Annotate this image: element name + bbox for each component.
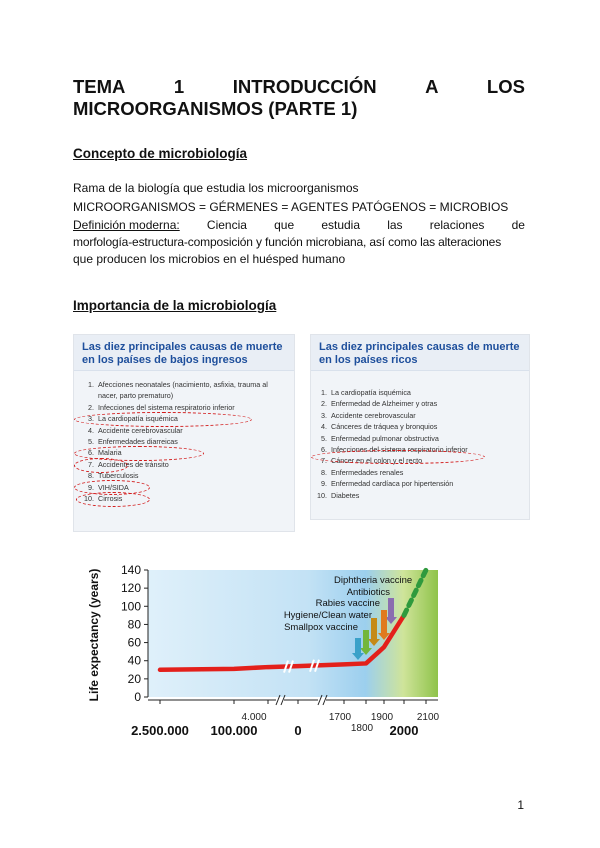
cause-number: 9.: [88, 482, 94, 492]
y-tick-label: 140: [120, 563, 141, 577]
cause-number: 10.: [84, 494, 94, 504]
panel-title: Las diez principales causas de muerte en los países ricos: [319, 341, 520, 366]
cause-text: Afecciones neonatales (nacimiento, asfixia, trauma al: [98, 380, 268, 389]
cause-number: 4.: [321, 422, 327, 432]
title-word: 1: [173, 76, 185, 97]
cause-text: Diabetes: [331, 490, 360, 500]
cause-text: Infecciones del sistema respiratorio inferior: [331, 445, 468, 455]
annotation-arrow-shaft: [371, 618, 377, 640]
cause-list: [311, 371, 529, 501]
x-axis: [131, 695, 439, 738]
definition-line-2: morfología-estructura-composición y función microbiana, así como las alteraciones: [73, 235, 502, 249]
annotation-arrow-shaft: [355, 638, 361, 654]
page-title: [73, 76, 525, 120]
x-minor-label: 1900: [370, 712, 394, 723]
x-major-label: 0: [294, 723, 302, 738]
annotation-arrow-shaft: [363, 630, 369, 649]
cause-text: VIH/SIDA: [98, 482, 129, 492]
definition-word: estudia: [321, 218, 361, 232]
annotation-label: Diphtheria vaccine: [334, 575, 413, 586]
cause-text: Tuberculosis: [98, 471, 139, 481]
cause-text: La cardiopatía isquémica: [331, 388, 411, 397]
title-line-2: MICROORGANISMOS (PARTE 1): [73, 98, 358, 119]
cause-number: 9.: [321, 479, 327, 489]
cause-text: Enfermedad cardíaca por hipertensión: [331, 479, 454, 489]
cause-number: 2.: [321, 399, 327, 409]
cause-item: [315, 467, 523, 478]
definition-word: que: [274, 218, 295, 232]
cause-number: 2.: [88, 402, 94, 412]
cause-item: [315, 421, 523, 432]
cause-text: Accidente cerebrovascular: [331, 410, 416, 420]
section-heading-importance: Importancia de la microbiología: [73, 298, 277, 313]
title-word: A: [425, 76, 439, 97]
definition-word: Ciencia: [206, 218, 247, 232]
panel-title: Las diez principales causas de muerte en los países de bajos ingresos: [82, 341, 283, 366]
cause-number: 7.: [321, 456, 327, 466]
cause-text: Infecciones del sistema respiratorio inferior: [98, 402, 235, 412]
cause-number: 7.: [88, 459, 94, 469]
annotation-arrow-shaft: [381, 610, 387, 634]
y-tick-label: 80: [127, 617, 141, 632]
y-tick-label: 0: [134, 690, 141, 704]
highlight-oval: [76, 492, 150, 507]
cause-number: 3.: [321, 410, 327, 420]
y-tick-label: 100: [120, 599, 141, 614]
section-heading-concept: Concepto de microbiología: [73, 146, 248, 161]
title-line-1: [73, 76, 525, 98]
annotation-arrow-shaft: [388, 598, 394, 618]
cause-item: [315, 398, 523, 409]
highlight-oval: [74, 412, 252, 427]
panel-header: [74, 335, 294, 371]
x-minor-label: 1700: [328, 712, 352, 723]
cause-number: 5.: [88, 437, 94, 447]
highlight-oval: [311, 450, 485, 464]
cause-item: [82, 379, 288, 390]
annotation-label: Rabies vaccine: [315, 598, 380, 609]
cause-text: Cánceres de tráquea y bronquios: [331, 422, 438, 432]
life-expectancy-chart: [84, 560, 444, 742]
cause-item: [315, 478, 523, 489]
x-minor-label: 4.000: [241, 712, 267, 723]
panel-low-income: [73, 334, 295, 532]
highlight-oval: [74, 458, 128, 473]
cause-item: [315, 433, 523, 444]
cause-item: [315, 490, 523, 501]
cause-text: Enfermedades renales: [331, 467, 404, 477]
cause-number: 6.: [321, 445, 327, 455]
definition-line-3: que producen los microbios en el huésped humano: [73, 252, 346, 266]
y-tick-label: 60: [127, 635, 141, 650]
definition-word: de: [511, 218, 525, 232]
cause-number: 8.: [321, 467, 327, 477]
paragraph-line: MICROORGANISMOS = GÉRMENES = AGENTES PATÓGENOS = MICROBIOS: [73, 200, 509, 214]
cause-number: 10.: [317, 490, 327, 500]
definition-word: las: [387, 218, 403, 232]
cause-item: [315, 387, 523, 398]
cause-text: Malaria: [98, 448, 122, 458]
title-word: LOS: [486, 76, 525, 97]
x-major-label: 2.500.000: [131, 723, 189, 738]
cause-number: 1.: [321, 388, 327, 397]
cause-number: 6.: [88, 448, 94, 458]
x-major-label: 100.000: [210, 723, 258, 738]
paragraph-line: Rama de la biología que estudia los microorganismos: [73, 181, 359, 195]
definition-word: relaciones: [429, 218, 485, 232]
annotation-label: Hygiene/Clean water: [283, 610, 372, 621]
cause-text: La cardiopatía isquémica: [98, 414, 178, 424]
title-word: TEMA: [73, 76, 126, 97]
cause-text: Cáncer en el colon y el recto: [331, 456, 423, 466]
page-number: 1: [517, 798, 524, 812]
x-minor-label: 1800: [350, 723, 374, 734]
cause-text: Enfermedad pulmonar obstructiva: [331, 433, 439, 443]
cause-number: 4.: [88, 425, 94, 435]
title-word: INTRODUCCIÓN: [232, 76, 377, 97]
panel-header: [311, 335, 529, 371]
cause-number: 1.: [88, 380, 94, 389]
annotation-label: Antibiotics: [346, 587, 390, 598]
cause-text: Enfermedad de Alzheimer y otras: [331, 399, 438, 409]
y-tick-label: 20: [127, 671, 141, 686]
y-axis-label: Life expectancy (years): [87, 568, 101, 702]
panel-rich: [310, 334, 530, 520]
y-tick-label: 40: [127, 653, 141, 668]
cause-number: 8.: [88, 471, 94, 481]
definition-line-1: [73, 217, 525, 234]
x-major-label: 2000: [389, 723, 419, 738]
cause-item: [82, 390, 288, 401]
cause-text: Cirrosis: [98, 494, 123, 504]
x-minor-label: 2100: [416, 712, 440, 723]
definition-label: Definición moderna:: [73, 218, 180, 232]
y-axis: [121, 563, 148, 704]
cause-text: Accidente cerebrovascular: [98, 425, 183, 435]
cause-text: Enfermedades diarreicas: [98, 437, 178, 447]
cause-text: nacer, parto prematuro): [98, 391, 174, 401]
annotation-label: Smallpox vaccine: [284, 622, 358, 633]
y-tick-label: 120: [120, 581, 141, 596]
cause-number: 5.: [321, 433, 327, 443]
cause-number: 3.: [88, 414, 94, 424]
cause-text: Accidentes de tránsito: [98, 459, 169, 469]
cause-item: [315, 410, 523, 421]
